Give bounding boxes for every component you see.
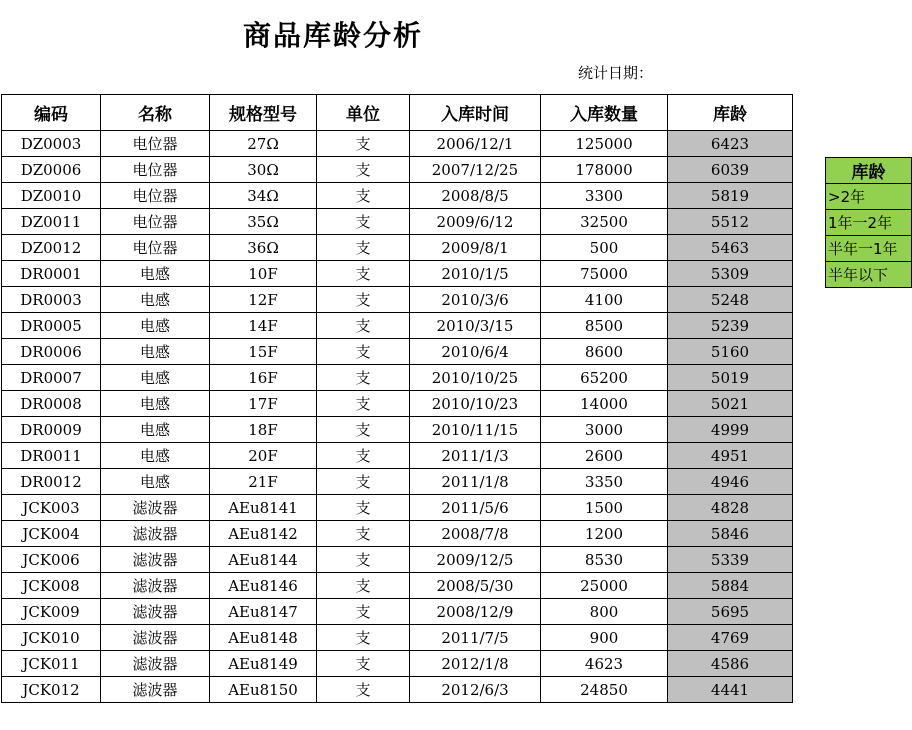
cell-code[interactable]: JCK009 (2, 599, 101, 625)
table-row (2, 651, 793, 677)
cell-date[interactable]: 2007/12/25 (410, 157, 541, 183)
cell-unit[interactable]: 支 (317, 209, 410, 235)
cell-age[interactable]: 5248 (668, 287, 793, 313)
cell-name[interactable]: 电位器 (101, 131, 210, 157)
column-header-age[interactable]: 库龄 (668, 95, 793, 131)
cell-name[interactable]: 滤波器 (101, 651, 210, 677)
cell-age[interactable]: 4769 (668, 625, 793, 651)
cell-name[interactable]: 电感 (101, 391, 210, 417)
cell-name[interactable]: 电感 (101, 261, 210, 287)
column-header-qty[interactable]: 入库数量 (541, 95, 668, 131)
cell-qty[interactable]: 800 (541, 599, 668, 625)
cell-unit[interactable]: 支 (317, 677, 410, 703)
cell-spec[interactable]: 21F (210, 469, 317, 495)
cell-qty[interactable]: 1500 (541, 495, 668, 521)
cell-unit[interactable]: 支 (317, 443, 410, 469)
cell-name[interactable]: 电感 (101, 339, 210, 365)
cell-date[interactable]: 2009/12/5 (410, 547, 541, 573)
cell-code[interactable]: DR0003 (2, 287, 101, 313)
table-row (2, 235, 793, 261)
cell-age[interactable]: 5695 (668, 599, 793, 625)
inventory-age-table (1, 94, 793, 703)
cell-qty[interactable]: 24850 (541, 677, 668, 703)
cell-qty[interactable]: 3350 (541, 469, 668, 495)
column-header-date[interactable]: 入库时间 (410, 95, 541, 131)
cell-age[interactable]: 5463 (668, 235, 793, 261)
cell-name[interactable]: 滤波器 (101, 599, 210, 625)
cell-spec[interactable]: AEu8147 (210, 599, 317, 625)
cell-age[interactable]: 6039 (668, 157, 793, 183)
cell-spec[interactable]: 30Ω (210, 157, 317, 183)
cell-unit[interactable]: 支 (317, 651, 410, 677)
cell-unit[interactable]: 支 (317, 339, 410, 365)
cell-spec[interactable]: 16F (210, 365, 317, 391)
cell-code[interactable]: DR0001 (2, 261, 101, 287)
cell-name[interactable]: 电位器 (101, 157, 210, 183)
table-row (2, 391, 793, 417)
age-legend (825, 157, 912, 288)
cell-date[interactable]: 2006/12/1 (410, 131, 541, 157)
table-row (2, 339, 793, 365)
cell-unit[interactable]: 支 (317, 521, 410, 547)
cell-spec[interactable]: AEu8141 (210, 495, 317, 521)
cell-unit[interactable]: 支 (317, 391, 410, 417)
table-row (2, 443, 793, 469)
table-row (2, 131, 793, 157)
cell-date[interactable]: 2008/5/30 (410, 573, 541, 599)
table-row (2, 469, 793, 495)
stat-date-label: 统计日期： (578, 64, 654, 82)
column-header-name[interactable]: 名称 (101, 95, 210, 131)
cell-spec[interactable]: AEu8146 (210, 573, 317, 599)
cell-age[interactable]: 6423 (668, 131, 793, 157)
cell-code[interactable]: DR0007 (2, 365, 101, 391)
table-row (2, 313, 793, 339)
cell-unit[interactable]: 支 (317, 313, 410, 339)
cell-age[interactable]: 4999 (668, 417, 793, 443)
cell-age[interactable]: 4828 (668, 495, 793, 521)
table-row (2, 547, 793, 573)
cell-unit[interactable]: 支 (317, 573, 410, 599)
cell-date[interactable]: 2008/8/5 (410, 183, 541, 209)
cell-qty[interactable]: 2600 (541, 443, 668, 469)
cell-name[interactable]: 滤波器 (101, 625, 210, 651)
cell-spec[interactable]: 17F (210, 391, 317, 417)
cell-spec[interactable]: 35Ω (210, 209, 317, 235)
cell-name[interactable]: 滤波器 (101, 573, 210, 599)
cell-age[interactable]: 5160 (668, 339, 793, 365)
cell-age[interactable]: 5339 (668, 547, 793, 573)
cell-qty[interactable]: 8500 (541, 313, 668, 339)
cell-qty[interactable]: 8600 (541, 339, 668, 365)
table-row (2, 599, 793, 625)
cell-age[interactable]: 4946 (668, 469, 793, 495)
cell-unit[interactable]: 支 (317, 235, 410, 261)
cell-age[interactable]: 5309 (668, 261, 793, 287)
cell-date[interactable]: 2010/6/4 (410, 339, 541, 365)
cell-date[interactable]: 2011/5/6 (410, 495, 541, 521)
cell-age[interactable]: 5512 (668, 209, 793, 235)
table-row (2, 183, 793, 209)
cell-code[interactable]: DZ0012 (2, 235, 101, 261)
cell-code[interactable]: DR0012 (2, 469, 101, 495)
table-row (2, 365, 793, 391)
cell-code[interactable]: JCK006 (2, 547, 101, 573)
cell-date[interactable]: 2011/7/5 (410, 625, 541, 651)
cell-date[interactable]: 2010/11/15 (410, 417, 541, 443)
cell-unit[interactable]: 支 (317, 417, 410, 443)
column-header-unit[interactable]: 单位 (317, 95, 410, 131)
cell-code[interactable]: DZ0010 (2, 183, 101, 209)
cell-spec[interactable]: AEu8149 (210, 651, 317, 677)
cell-name[interactable]: 电感 (101, 469, 210, 495)
cell-code[interactable]: DZ0003 (2, 131, 101, 157)
cell-qty[interactable]: 500 (541, 235, 668, 261)
cell-qty[interactable]: 900 (541, 625, 668, 651)
table-row (2, 417, 793, 443)
cell-code[interactable]: DR0005 (2, 313, 101, 339)
cell-code[interactable]: JCK008 (2, 573, 101, 599)
cell-qty[interactable]: 25000 (541, 573, 668, 599)
cell-code[interactable]: JCK003 (2, 495, 101, 521)
cell-name[interactable]: 电感 (101, 287, 210, 313)
cell-name[interactable]: 电位器 (101, 183, 210, 209)
cell-spec[interactable]: AEu8144 (210, 547, 317, 573)
legend-item-over-2y[interactable]: >2年 (826, 184, 912, 210)
table-row (2, 495, 793, 521)
cell-code[interactable]: JCK004 (2, 521, 101, 547)
cell-qty[interactable]: 4623 (541, 651, 668, 677)
cell-spec[interactable]: 36Ω (210, 235, 317, 261)
cell-date[interactable]: 2011/1/8 (410, 469, 541, 495)
cell-date[interactable]: 2010/10/25 (410, 365, 541, 391)
cell-date[interactable]: 2010/1/5 (410, 261, 541, 287)
column-header-code[interactable]: 编码 (2, 95, 101, 131)
cell-qty[interactable]: 32500 (541, 209, 668, 235)
cell-unit[interactable]: 支 (317, 131, 410, 157)
cell-spec[interactable]: 27Ω (210, 131, 317, 157)
cell-name[interactable]: 电感 (101, 365, 210, 391)
cell-date[interactable]: 2012/1/8 (410, 651, 541, 677)
cell-spec[interactable]: 34Ω (210, 183, 317, 209)
column-header-spec[interactable]: 规格型号 (210, 95, 317, 131)
cell-unit[interactable]: 支 (317, 599, 410, 625)
cell-date[interactable]: 2008/7/8 (410, 521, 541, 547)
cell-name[interactable]: 电感 (101, 417, 210, 443)
cell-name[interactable]: 电感 (101, 313, 210, 339)
cell-name[interactable]: 滤波器 (101, 521, 210, 547)
cell-spec[interactable]: 18F (210, 417, 317, 443)
cell-code[interactable]: DZ0006 (2, 157, 101, 183)
table-row (2, 573, 793, 599)
cell-spec[interactable]: 15F (210, 339, 317, 365)
cell-spec[interactable]: AEu8150 (210, 677, 317, 703)
table-row (2, 287, 793, 313)
cell-age[interactable]: 5239 (668, 313, 793, 339)
cell-spec[interactable]: AEu8142 (210, 521, 317, 547)
cell-date[interactable]: 2012/6/3 (410, 677, 541, 703)
cell-age[interactable]: 5019 (668, 365, 793, 391)
cell-date[interactable]: 2010/10/23 (410, 391, 541, 417)
cell-unit[interactable]: 支 (317, 365, 410, 391)
cell-unit[interactable]: 支 (317, 261, 410, 287)
cell-age[interactable]: 4586 (668, 651, 793, 677)
cell-qty[interactable]: 125000 (541, 131, 668, 157)
cell-code[interactable]: DZ0011 (2, 209, 101, 235)
cell-date[interactable]: 2009/6/12 (410, 209, 541, 235)
cell-name[interactable]: 滤波器 (101, 547, 210, 573)
cell-qty[interactable]: 4100 (541, 287, 668, 313)
cell-unit[interactable]: 支 (317, 469, 410, 495)
table-row (2, 677, 793, 703)
cell-qty[interactable]: 178000 (541, 157, 668, 183)
table-row (2, 521, 793, 547)
legend-item-under-half[interactable]: 半年以下 (826, 262, 912, 288)
table-row (2, 157, 793, 183)
cell-age[interactable]: 5819 (668, 183, 793, 209)
cell-qty[interactable]: 8530 (541, 547, 668, 573)
cell-unit[interactable]: 支 (317, 625, 410, 651)
cell-code[interactable]: DR0008 (2, 391, 101, 417)
cell-date[interactable]: 2009/8/1 (410, 235, 541, 261)
cell-name[interactable]: 电感 (101, 443, 210, 469)
table-row (2, 209, 793, 235)
cell-age[interactable]: 5021 (668, 391, 793, 417)
cell-code[interactable]: DR0009 (2, 417, 101, 443)
cell-date[interactable]: 2011/1/3 (410, 443, 541, 469)
table-row (2, 261, 793, 287)
cell-date[interactable]: 2010/3/15 (410, 313, 541, 339)
cell-date[interactable]: 2008/12/9 (410, 599, 541, 625)
page-title: 商品库龄分析 (243, 19, 424, 52)
cell-unit[interactable]: 支 (317, 287, 410, 313)
cell-name[interactable]: 电位器 (101, 209, 210, 235)
cell-unit[interactable]: 支 (317, 157, 410, 183)
cell-spec[interactable]: 20F (210, 443, 317, 469)
cell-unit[interactable]: 支 (317, 183, 410, 209)
cell-date[interactable]: 2010/3/6 (410, 287, 541, 313)
cell-qty[interactable]: 3000 (541, 417, 668, 443)
cell-spec[interactable]: AEu8148 (210, 625, 317, 651)
cell-code[interactable]: JCK011 (2, 651, 101, 677)
cell-qty[interactable]: 75000 (541, 261, 668, 287)
legend-item-1y-2y[interactable]: 1年一2年 (826, 210, 912, 236)
cell-qty[interactable]: 14000 (541, 391, 668, 417)
cell-unit[interactable]: 支 (317, 547, 410, 573)
cell-name[interactable]: 滤波器 (101, 495, 210, 521)
cell-name[interactable]: 电位器 (101, 235, 210, 261)
legend-item-half-1y[interactable]: 半年一1年 (826, 236, 912, 262)
cell-spec[interactable]: 12F (210, 287, 317, 313)
cell-age[interactable]: 5884 (668, 573, 793, 599)
cell-qty[interactable]: 1200 (541, 521, 668, 547)
cell-code[interactable]: JCK012 (2, 677, 101, 703)
cell-age[interactable]: 4951 (668, 443, 793, 469)
cell-unit[interactable]: 支 (317, 495, 410, 521)
table-header-row (2, 95, 793, 131)
cell-spec[interactable]: 14F (210, 313, 317, 339)
legend-header[interactable]: 库龄 (826, 158, 912, 184)
cell-qty[interactable]: 65200 (541, 365, 668, 391)
cell-name[interactable]: 滤波器 (101, 677, 210, 703)
cell-spec[interactable]: 10F (210, 261, 317, 287)
cell-age[interactable]: 4441 (668, 677, 793, 703)
cell-code[interactable]: DR0011 (2, 443, 101, 469)
cell-code[interactable]: JCK010 (2, 625, 101, 651)
cell-qty[interactable]: 3300 (541, 183, 668, 209)
cell-age[interactable]: 5846 (668, 521, 793, 547)
table-row (2, 625, 793, 651)
cell-code[interactable]: DR0006 (2, 339, 101, 365)
